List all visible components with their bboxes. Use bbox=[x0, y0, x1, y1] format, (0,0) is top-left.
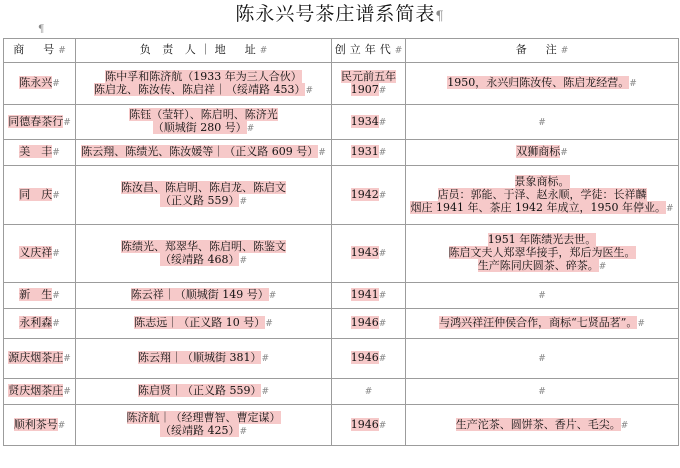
column-header bbox=[4, 39, 76, 63]
people-address-line bbox=[78, 121, 329, 136]
people-address-cell bbox=[76, 309, 332, 339]
founding-year-line bbox=[334, 351, 403, 366]
cell-end-mark: # bbox=[52, 319, 60, 329]
people-address-cell bbox=[76, 166, 332, 225]
shop-name-cell bbox=[4, 379, 76, 405]
founding-year-line bbox=[334, 246, 403, 261]
notes-text: 双狮商标 bbox=[516, 145, 561, 158]
people-address-text: 陈济航｜（经理曹智、曹定谋） bbox=[126, 411, 281, 424]
cell-end-mark: # bbox=[63, 117, 71, 128]
founding-year-text: 1943 bbox=[350, 246, 379, 259]
cell-end-mark: # bbox=[665, 203, 674, 214]
notes-line bbox=[408, 145, 676, 160]
shop-name-cell bbox=[4, 309, 76, 339]
column-header-text: 负 责 人｜地 址 bbox=[139, 43, 260, 56]
notes-cell bbox=[406, 309, 679, 339]
people-address-line bbox=[78, 384, 329, 399]
founding-year-cell bbox=[332, 105, 406, 140]
founding-year-text: 1942 bbox=[350, 187, 379, 201]
cell-end-mark: # bbox=[364, 387, 373, 397]
people-address-line bbox=[78, 240, 329, 253]
shop-name-text: 贤庆烟茶庄 bbox=[8, 384, 64, 397]
shop-name-cell bbox=[4, 166, 76, 225]
shop-name-cell bbox=[4, 63, 76, 105]
column-header-text: 商 号 bbox=[13, 43, 59, 56]
people-address-line bbox=[78, 194, 329, 209]
cell-end-mark: # bbox=[239, 255, 248, 266]
cell-end-mark: # bbox=[394, 46, 403, 56]
cell-end-mark: # bbox=[629, 79, 637, 89]
founding-year-cell bbox=[332, 140, 406, 166]
founding-year-cell bbox=[332, 309, 406, 339]
notes-line bbox=[408, 76, 676, 91]
people-address-text: 陈启贤｜（正义路 559） bbox=[137, 384, 262, 397]
shop-name-cell bbox=[4, 225, 76, 283]
founding-year-line bbox=[334, 83, 403, 98]
cell-end-mark: # bbox=[637, 319, 645, 329]
cell-end-mark: # bbox=[378, 117, 387, 128]
people-address-line bbox=[78, 316, 329, 331]
shop-name-text: 源庆烟茶庄 bbox=[8, 351, 64, 364]
cell-end-mark: # bbox=[598, 262, 607, 272]
column-header bbox=[76, 39, 332, 63]
column-header bbox=[406, 39, 679, 63]
people-address-cell bbox=[76, 105, 332, 140]
people-address-text: 陈中孚和陈济航（1933 年为三人合伙） bbox=[105, 69, 302, 83]
notes-line bbox=[408, 233, 676, 246]
shop-name-text: 美 丰 bbox=[19, 145, 53, 158]
notes-text: 生产陈同庆圆茶、碎茶。 bbox=[477, 259, 599, 272]
shop-name-line bbox=[6, 145, 73, 160]
table-row bbox=[4, 225, 679, 283]
shop-name-text: 永利森 bbox=[19, 316, 53, 329]
cell-end-mark: # bbox=[52, 190, 60, 201]
cell-end-mark: # bbox=[378, 190, 387, 201]
shop-name-line bbox=[6, 115, 73, 130]
people-address-text: （绥靖路 425） bbox=[159, 424, 240, 437]
notes-line bbox=[408, 188, 676, 201]
shop-name-line bbox=[6, 351, 73, 366]
notes-text: 烟庄 1941 年、茶庄 1942 年成立，1950 年停业。 bbox=[410, 200, 666, 214]
people-address-cell bbox=[76, 140, 332, 166]
notes-cell bbox=[406, 166, 679, 225]
people-address-text: （顺城街 280 号） bbox=[152, 121, 247, 134]
founding-year-line bbox=[334, 115, 403, 130]
notes-text: 店员：郭能、于泽、赵永顺，学徒：长祥麟 bbox=[437, 187, 647, 201]
people-address-line bbox=[78, 70, 329, 83]
cell-end-mark: # bbox=[52, 291, 60, 301]
shop-name-line bbox=[6, 288, 73, 303]
people-address-cell bbox=[76, 405, 332, 446]
table-row bbox=[4, 105, 679, 140]
people-address-text: 陈云祥｜（顺城街 149 号） bbox=[130, 288, 269, 301]
cell-end-mark: # bbox=[259, 46, 268, 56]
lineage-table bbox=[3, 38, 679, 446]
cell-end-mark: # bbox=[261, 387, 270, 397]
shop-name-line bbox=[6, 188, 73, 203]
cell-end-mark: # bbox=[538, 117, 546, 128]
cell-end-mark: # bbox=[378, 249, 387, 259]
table-row bbox=[4, 309, 679, 339]
table-row bbox=[4, 63, 679, 105]
founding-year-line bbox=[334, 188, 403, 203]
notes-cell bbox=[406, 339, 679, 379]
founding-year-text: 民元前五年 bbox=[341, 69, 396, 83]
table-row bbox=[4, 140, 679, 166]
shop-name-text: 同 庆 bbox=[19, 187, 53, 201]
cell-end-mark: # bbox=[63, 387, 71, 397]
paragraph-mark: ¶ bbox=[38, 24, 45, 35]
shop-name-line bbox=[6, 246, 73, 261]
shop-name-line bbox=[6, 76, 73, 91]
cell-end-mark: # bbox=[378, 319, 387, 329]
founding-year-line bbox=[334, 145, 403, 160]
people-address-cell bbox=[76, 283, 332, 309]
cell-end-mark: # bbox=[239, 427, 248, 437]
shop-name-line bbox=[6, 418, 73, 433]
cell-end-mark: # bbox=[620, 420, 629, 431]
notes-text: 生产沱茶、圆饼茶、香片、毛尖。 bbox=[455, 417, 621, 431]
cell-end-mark: # bbox=[58, 46, 66, 56]
notes-line bbox=[408, 316, 676, 331]
cell-end-mark: # bbox=[538, 387, 546, 397]
cell-end-mark: # bbox=[261, 354, 270, 364]
cell-end-mark: # bbox=[246, 124, 255, 134]
people-address-text: 陈志远｜（正义路 10 号） bbox=[134, 316, 266, 329]
table-row bbox=[4, 283, 679, 309]
people-address-line bbox=[78, 181, 329, 194]
paragraph-mark: ¶ bbox=[435, 9, 445, 24]
cell-end-mark: # bbox=[378, 420, 387, 431]
cell-end-mark: # bbox=[538, 291, 546, 301]
founding-year-line bbox=[334, 418, 403, 433]
cell-end-mark: # bbox=[57, 420, 66, 431]
people-address-text: 陈汝昌、陈启明、陈启龙、陈启文 bbox=[121, 181, 286, 194]
table-row bbox=[4, 379, 679, 405]
notes-text: 1951 年陈绩光去世。 bbox=[487, 233, 597, 246]
people-address-text: 陈云翔｜（顺城街 381） bbox=[137, 351, 262, 364]
shop-name-cell bbox=[4, 140, 76, 166]
founding-year-cell bbox=[332, 405, 406, 446]
founding-year-text: 1946 bbox=[350, 316, 379, 329]
table-row bbox=[4, 405, 679, 446]
founding-year-text: 1946 bbox=[350, 351, 379, 364]
notes-line bbox=[408, 175, 676, 188]
people-address-line bbox=[78, 288, 329, 303]
people-address-cell bbox=[76, 379, 332, 405]
document-title: 陈永兴号茶庄谱系简表¶ bbox=[235, 3, 445, 25]
founding-year-cell bbox=[332, 379, 406, 405]
people-address-text: 陈绩光、郑翠华、陈启明、陈鉴文 bbox=[121, 239, 286, 253]
notes-cell bbox=[406, 405, 679, 446]
cell-end-mark: # bbox=[268, 291, 277, 301]
people-address-line bbox=[78, 411, 329, 424]
shop-name-line bbox=[6, 384, 73, 399]
shop-name-text: 义庆祥 bbox=[19, 246, 53, 259]
founding-year-cell bbox=[332, 339, 406, 379]
notes-cell bbox=[406, 379, 679, 405]
founding-year-line bbox=[334, 288, 403, 303]
column-header bbox=[332, 39, 406, 63]
cell-end-mark: # bbox=[378, 291, 387, 301]
people-address-text: （绥靖路 468） bbox=[159, 252, 240, 266]
cell-end-mark: # bbox=[305, 85, 314, 96]
people-address-line bbox=[78, 145, 329, 160]
founding-year-cell bbox=[332, 166, 406, 225]
people-address-line bbox=[78, 424, 329, 439]
notes-line bbox=[408, 259, 676, 274]
cell-end-mark: # bbox=[318, 148, 326, 158]
people-address-line bbox=[78, 253, 329, 268]
shop-name-line bbox=[6, 316, 73, 331]
founding-year-cell bbox=[332, 283, 406, 309]
founding-year-text: 1934 bbox=[350, 114, 379, 128]
shop-name-cell bbox=[4, 405, 76, 446]
shop-name-text: 陈永兴 bbox=[19, 76, 53, 89]
cell-end-mark: # bbox=[538, 354, 546, 364]
cell-end-mark: # bbox=[378, 354, 387, 364]
notes-line bbox=[408, 246, 676, 259]
shop-name-text: 新 生 bbox=[19, 288, 53, 301]
shop-name-cell bbox=[4, 283, 76, 309]
cell-end-mark: # bbox=[52, 148, 60, 158]
cell-end-mark: # bbox=[239, 197, 248, 207]
notes-text: 1950，永兴归陈汝传、陈启龙经营。 bbox=[447, 76, 630, 89]
table-header-row bbox=[4, 39, 679, 63]
shop-name-text: 顺利茶号 bbox=[13, 417, 58, 431]
cell-end-mark: # bbox=[265, 319, 273, 329]
cell-end-mark: # bbox=[52, 79, 60, 89]
people-address-line bbox=[78, 83, 329, 98]
founding-year-text: 1946 bbox=[350, 417, 379, 431]
column-header-text: 创立年代 bbox=[334, 43, 395, 56]
founding-year-cell bbox=[332, 225, 406, 283]
cell-end-mark: # bbox=[560, 46, 569, 56]
people-address-text: 陈钰（莹轩）、陈启明、陈济光 bbox=[129, 108, 278, 121]
people-address-line bbox=[78, 108, 329, 121]
people-address-text: （正义路 559） bbox=[159, 194, 240, 207]
notes-text: 景象商标。 bbox=[514, 174, 570, 188]
founding-year-text: 1941 bbox=[350, 288, 379, 301]
cell-end-mark: # bbox=[52, 249, 60, 259]
people-address-text: 陈云翔、陈绩光、陈汝媛等｜（正义路 609 号） bbox=[81, 145, 319, 158]
notes-line bbox=[408, 418, 676, 433]
founding-year-line bbox=[334, 70, 403, 83]
notes-cell bbox=[406, 140, 679, 166]
cell-end-mark: # bbox=[378, 85, 387, 96]
notes-cell bbox=[406, 283, 679, 309]
table-row bbox=[4, 166, 679, 225]
founding-year-cell bbox=[332, 63, 406, 105]
shop-name-cell bbox=[4, 105, 76, 140]
notes-text: 与鸿兴祥汪仲侯合作，商标“七贤品茗”。 bbox=[439, 316, 638, 329]
shop-name-text: 同德春茶行 bbox=[8, 114, 64, 128]
people-address-cell bbox=[76, 225, 332, 283]
founding-year-line bbox=[334, 316, 403, 331]
shop-name-cell bbox=[4, 339, 76, 379]
table-row bbox=[4, 339, 679, 379]
people-address-text: 陈启龙、陈汝传、陈启祥｜（绥靖路 453） bbox=[93, 82, 306, 96]
notes-cell bbox=[406, 63, 679, 105]
people-address-cell bbox=[76, 63, 332, 105]
notes-cell bbox=[406, 225, 679, 283]
founding-year-text: 1907 bbox=[350, 82, 379, 96]
cell-end-mark: # bbox=[560, 148, 568, 158]
notes-cell bbox=[406, 105, 679, 140]
people-address-cell bbox=[76, 339, 332, 379]
founding-year-text: 1931 bbox=[350, 145, 379, 158]
notes-text: 陈启文夫人郑翠华接手，郑后为医生。 bbox=[448, 246, 636, 259]
people-address-line bbox=[78, 351, 329, 366]
column-header-text: 备 注 bbox=[515, 43, 561, 56]
cell-end-mark: # bbox=[378, 148, 387, 158]
notes-line bbox=[408, 201, 676, 216]
cell-end-mark: # bbox=[63, 354, 71, 364]
